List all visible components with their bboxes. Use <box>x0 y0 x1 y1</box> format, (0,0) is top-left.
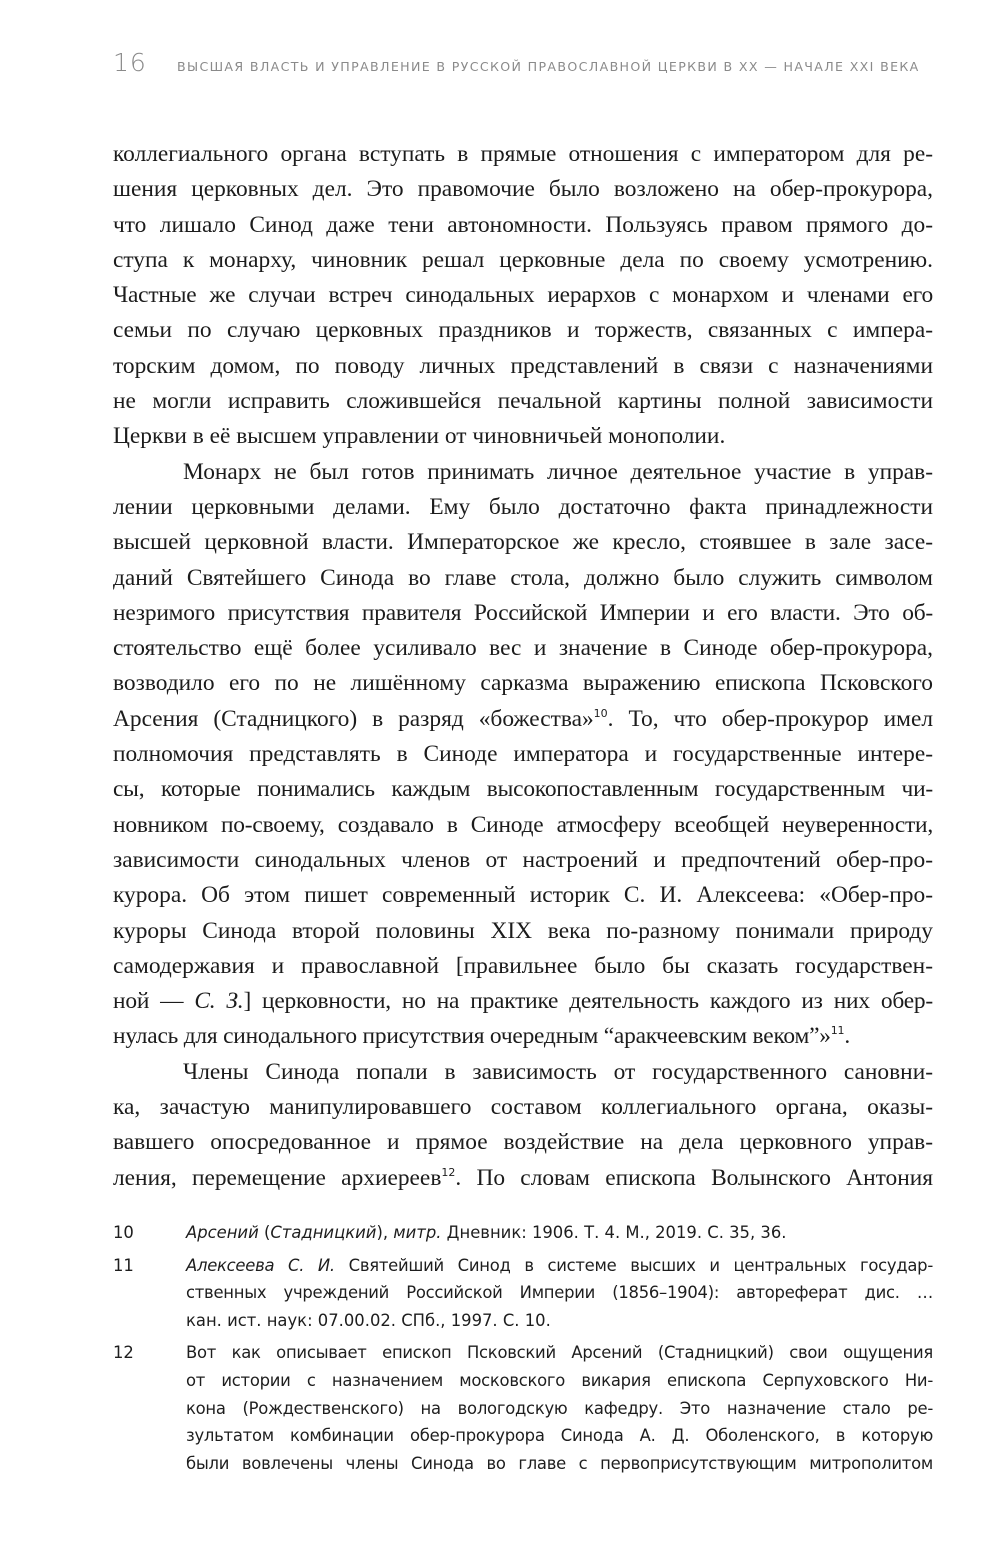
footnote-number: 12 <box>113 1343 134 1363</box>
footnote-11 <box>113 1252 933 1335</box>
footnotes <box>113 1219 933 1482</box>
footnote-ref-11[interactable]: 11 <box>830 1024 845 1038</box>
text-line: не могли исправить сложившейся печальной картины полной зависимости <box>113 388 933 415</box>
text-line: Члены Синода попали в зависимость от государственного сановни- <box>183 1058 933 1085</box>
paragraph-3 <box>113 1055 933 1196</box>
footnote-line: ственных учреждений Российской Империи (1856–1904): автореферат дис. … <box>186 1283 933 1303</box>
footnote-line: были вовлечены члены Синода во главе с первоприсутствующим митрополитом <box>186 1453 933 1473</box>
text-line: полномочия представлять в Синоде императора и государственные интере- <box>113 741 933 768</box>
paragraph-2 <box>113 455 933 1055</box>
running-head <box>113 48 933 88</box>
text-line: куроры Синода второй половины XIX века по-разному понимали природу <box>113 917 933 944</box>
text-segment: Дневник: 1906. Т. 4. М., 2019. С. 35, 36. <box>441 1223 787 1242</box>
text-line <box>113 984 933 1019</box>
author-name: Арсений <box>186 1223 259 1242</box>
title-abbrev: митр. <box>393 1223 442 1242</box>
footnote-body <box>186 1339 933 1477</box>
footnote-number: 11 <box>113 1255 134 1275</box>
footnote-body <box>186 1219 933 1247</box>
main-text <box>113 137 933 1196</box>
text-line: вавшего опосредованное и прямое воздействие на дела церковного управ- <box>113 1129 933 1156</box>
footnote-body <box>186 1252 933 1335</box>
text-segment: Святейший Синод в системе высших и центральных государ- <box>334 1255 934 1275</box>
text-line: даний Святейшего Синода во главе стола, должно было служить символом <box>113 564 933 591</box>
footnote-ref-12[interactable]: 12 <box>441 1165 456 1179</box>
footnote-line: кан. ист. наук: 07.00.02. СПб., 1997. С. 10. <box>186 1310 551 1330</box>
text-segment: ления, перемещение архиереев <box>113 1164 442 1191</box>
text-line: торским домом, по поводу личных представлений в связи с назначениями <box>113 352 933 379</box>
text-line: что лишало Синод даже тени автономности. Пользуясь правом прямого до- <box>113 211 933 238</box>
text-line <box>113 1161 933 1196</box>
text-line: Частные же случаи встреч синодальных иерархов с монархом и членами его <box>113 282 933 309</box>
footnote-line: от истории с назначением московского викария епископа Серпуховского Ни- <box>186 1370 933 1390</box>
text-line: лении церковными делами. Ему было достаточно факта принадлежности <box>113 493 933 520</box>
text-line <box>113 702 933 737</box>
text-line: коллегиального органа вступать в прямые отношения с императором для ре- <box>113 141 933 167</box>
page-number: 16 <box>113 48 147 77</box>
text-segment: . По словам епископа Волынского Антония <box>455 1164 933 1191</box>
author-name: Стадницкий <box>270 1223 377 1242</box>
footnote-line <box>186 1252 933 1280</box>
footnote-number: 10 <box>113 1223 134 1242</box>
footnote-10 <box>113 1219 933 1247</box>
author-initials: С. З. <box>194 988 244 1015</box>
text-line: новником по-своему, создавало в Синоде атмосферу всеобщей неуверенности, <box>113 811 933 838</box>
text-line: Церкви в её высшем управлении от чиновничьей монополии. <box>113 423 726 450</box>
text-segment: нулась для синодального присутствия очередным “аракчеевским веком”» <box>113 1023 831 1050</box>
text-line: сы, которые понимались каждым высокопоставленным государственным чи- <box>113 776 933 803</box>
text-line: семьи по случаю церковных праздников и торжеств, связанных с импера- <box>113 317 933 344</box>
running-title: ВЫСШАЯ ВЛАСТЬ И УПРАВЛЕНИЕ В РУССКОЙ ПРАВОСЛАВНОЙ ЦЕРКВИ В XX — НАЧАЛЕ XXI ВЕКА <box>177 59 920 74</box>
text-line: ка, зачастую манипулировавшего составом коллегиального органа, оказы- <box>113 1094 933 1121</box>
footnote-12 <box>113 1339 933 1477</box>
text-line <box>113 1019 933 1054</box>
text-segment: ), <box>376 1223 394 1242</box>
footnote-line: зультатом комбинации обер-прокурора Синода А. Д. Оболенского, в которую <box>186 1426 933 1446</box>
author-name: Алексеева С. И. <box>186 1255 335 1275</box>
footnote-line <box>186 1219 933 1247</box>
text-line: шения церковных дел. Это правомочие было возложено на обер-прокурора, <box>113 176 933 203</box>
text-line: ступа к монарху, чиновник решал церковные дела по своему усмотрению. <box>113 246 933 273</box>
footnote-line: Вот как описывает епископ Псковский Арсений (Стадницкий) свои ощущения <box>186 1343 933 1363</box>
text-line: незримого присутствия правителя Российской Империи и его власти. Это об- <box>113 599 933 626</box>
text-line: зависимости синодальных членов от настроений и предпочтений обер-про- <box>113 846 933 873</box>
text-segment: ной — <box>113 988 195 1015</box>
footnote-ref-10[interactable]: 10 <box>593 706 608 720</box>
text-segment: Арсения (Стадницкого) в разряд «божества» <box>113 705 594 732</box>
footnote-line: кона (Рождественского) на вологодскую кафедру. Это назначение стало ре- <box>186 1398 933 1418</box>
text-line: самодержавия и православной [правильнее было бы сказать государствен- <box>113 952 933 979</box>
text-line: возводило его по не лишённому сарказма выражению епископа Псковского <box>113 670 933 697</box>
text-segment: ] церковности, но на практике деятельность каждого из них обер- <box>243 988 933 1015</box>
text-segment: . То, что обер-прокурор имел <box>607 705 933 732</box>
text-line: высшей церковной власти. Императорское же кресло, стоявшее в зале засе- <box>113 529 933 556</box>
text-segment: ( <box>258 1223 271 1242</box>
text-line: стоятельство ещё более усиливало вес и значение в Синоде обер-прокурора, <box>113 635 933 662</box>
text-line: Монарх не был готов принимать личное деятельное участие в управ- <box>183 458 933 485</box>
text-segment: . <box>844 1023 851 1050</box>
text-line: курора. Об этом пишет современный историк С. И. Алексеева: «Обер-про- <box>113 882 933 909</box>
paragraph-1 <box>113 137 933 455</box>
